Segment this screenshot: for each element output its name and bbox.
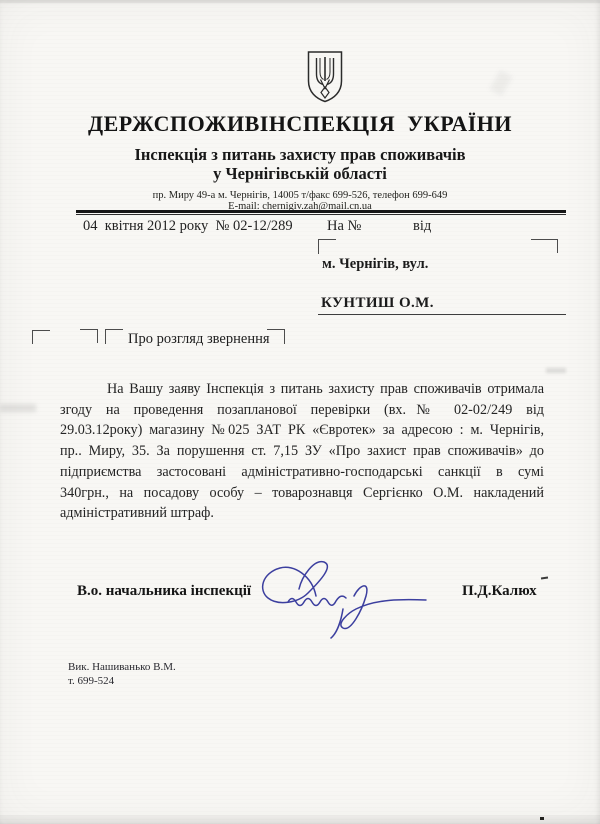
pen-mark — [541, 577, 548, 580]
recipient-address: м. Чернігів, вул. — [322, 256, 429, 272]
signer-name: П.Д.Калюх — [462, 583, 537, 599]
org-subtitle-line2: у Чернігівській області — [213, 164, 387, 183]
corner-mark — [32, 330, 50, 344]
scan-top-edge — [0, 0, 600, 3]
corner-mark — [105, 329, 123, 344]
scan-smudge — [489, 70, 512, 96]
reply-from-label: від — [413, 218, 432, 234]
org-email-line: E-mail: chernigiv.zah@mail.cn.ua — [228, 201, 372, 212]
org-address-line: пр. Миру 49-а м. Чернігів, 14005 т/факс 699-526, телефон 699-649 — [152, 190, 448, 201]
body-line: підприємства застосовані адміністративно-господарські санкції в сумі — [60, 463, 544, 480]
body-line: 29.03.12року) магазину №025 ЗАТ РК «Євротек» за адресою : м. Чернігів, — [60, 422, 544, 439]
subject-line: Про розгляд звернення — [128, 331, 270, 347]
corner-mark — [318, 239, 336, 254]
handwritten-signature-icon — [252, 556, 430, 649]
body-line: На Вашу заяву Інспекція з питань захисту прав споживачів отримала — [107, 381, 544, 397]
letterhead-rule — [76, 210, 566, 215]
org-name: ДЕРЖСПОЖИВІНСПЕКЦІЯ УКРАЇНИ — [87, 111, 513, 136]
recipient-name: КУНТИШ О.М. — [321, 295, 434, 311]
date-and-number-line: 04 квітня 2012 року № 02-12/289 — [83, 218, 293, 234]
executor-name: Вик. Нашиванько В.М. — [68, 661, 176, 673]
body-line: 340грн., на посадову особу – товарознавця Сергієнко О.М. накладений — [60, 484, 544, 501]
reply-to-number-label: На № — [327, 218, 362, 234]
scan-bottom-edge — [0, 815, 600, 824]
scan-streak-right — [546, 368, 566, 373]
signer-position-title: В.о. начальника інспекції — [77, 583, 252, 599]
body-line: пр.. Миру, 35. За порушення ст. 7,15 ЗУ «Про захист прав споживачів» до — [60, 443, 544, 460]
corner-mark — [80, 329, 98, 343]
body-line: згоду на проведення позапланової перевірки (вх.№ 02-02/249 від — [60, 401, 544, 418]
body-paragraph — [60, 379, 544, 524]
executor-phone: т. 699-524 — [68, 675, 115, 687]
scan-speck — [540, 817, 544, 820]
recipient-underline — [318, 314, 566, 315]
scan-streak-left — [0, 404, 36, 412]
corner-mark — [531, 239, 558, 253]
org-subtitle-line1: Інспекція з питань захисту прав споживачів — [134, 145, 466, 164]
ukraine-trident-emblem-icon — [306, 50, 344, 109]
body-line: адміністративний штраф. — [60, 505, 214, 522]
